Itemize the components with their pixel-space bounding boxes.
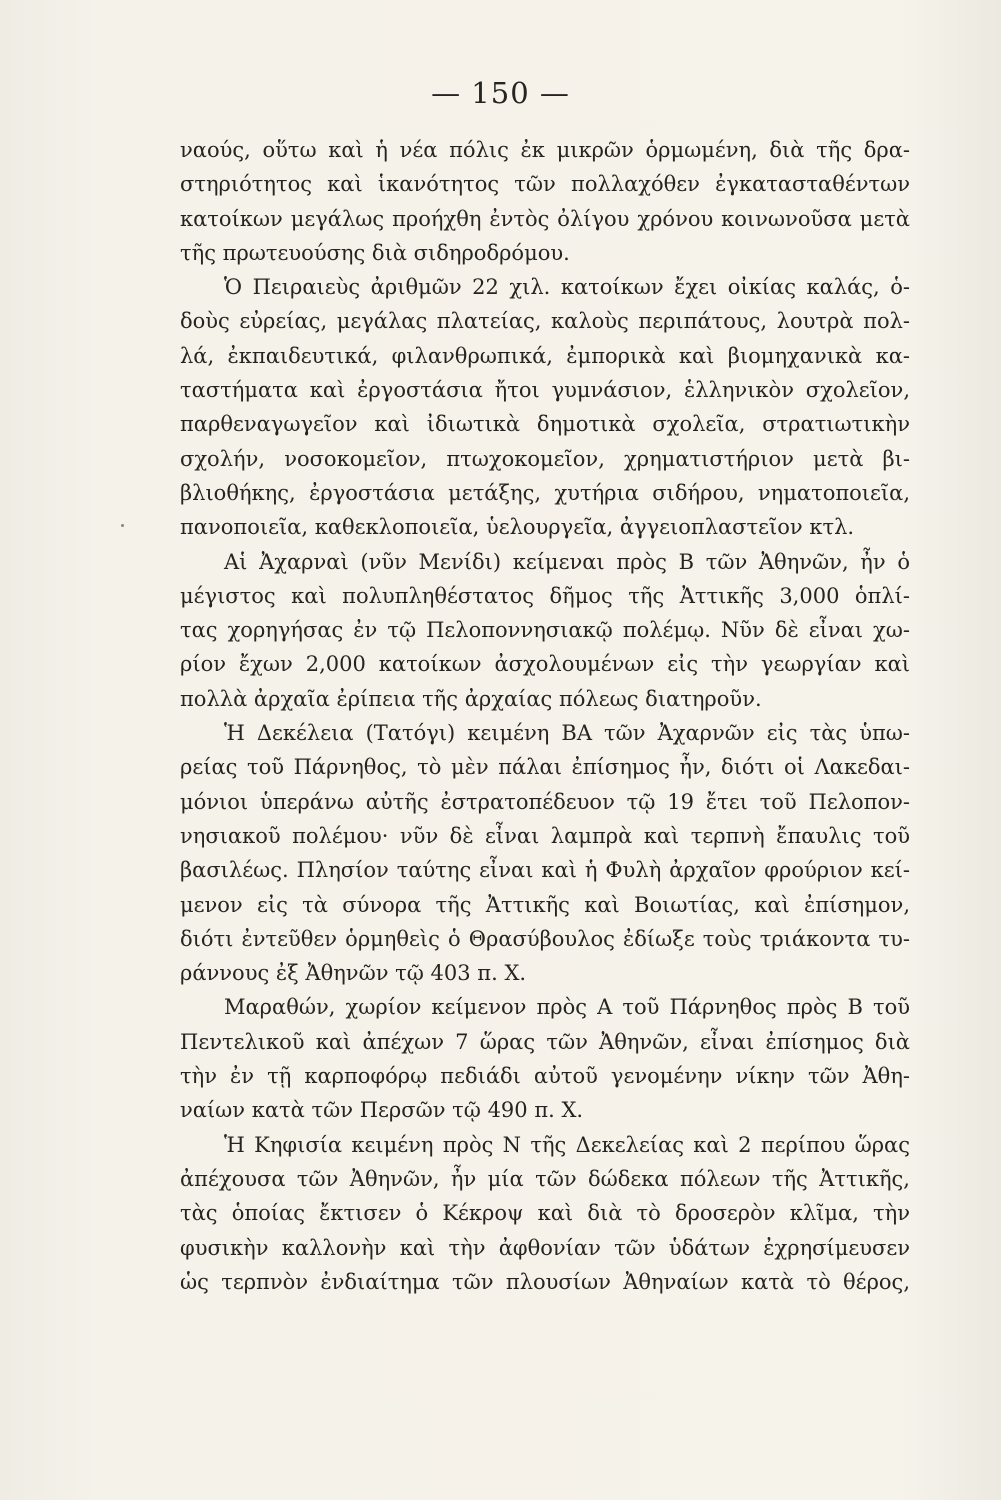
text-line: λά, ἐκπαιδευτικά, φιλανθρωπικά, ἐμπορικὰ καὶ βιομηχανικὰ κα- bbox=[180, 343, 910, 368]
text-line: πανοποιεῖα, καθεκλοποιεῖα, ὑελουργεῖα, ἀγγειοπλαστεῖον κτλ. bbox=[180, 515, 855, 540]
text-line: νησιακοῦ πολέμου· νῦν δὲ εἶναι λαμπρὰ καὶ τερπνὴ ἔπαυλις τοῦ bbox=[180, 823, 910, 848]
paper-speck bbox=[121, 524, 124, 527]
text-line: μενον εἰς τὰ σύνορα τῆς Ἀττικῆς καὶ Βοιωτίας, καὶ ἐπίσημον, bbox=[180, 892, 910, 917]
text-line: φυσικὴν καλλονὴν καὶ τὴν ἀφθονίαν τῶν ὑδάτων ἐχρησίμευσεν bbox=[180, 1235, 910, 1260]
text-line: παρθεναγωγεῖον καὶ ἰδιωτικὰ δημοτικὰ σχολεῖα, στρατιωτικὴν bbox=[180, 412, 910, 437]
text-line: ναούς, οὕτω καὶ ἡ νέα πόλις ἐκ μικρῶν ὁρμωμένη, διὰ τῆς δρα- bbox=[180, 138, 910, 162]
text-line: σχολήν, νοσοκομεῖον, πτωχοκομεῖον, χρηματιστήριον μετὰ βι- bbox=[180, 446, 910, 471]
text-line: ράννους ἐξ Ἀθηνῶν τῷ 403 π. Χ. bbox=[180, 961, 527, 986]
text-line: Μαραθών, χωρίον κείμενον πρὸς Α τοῦ Πάρνηθος πρὸς Β τοῦ bbox=[224, 995, 910, 1020]
text-line: ρείας τοῦ Πάρνηθος, τὸ μὲν πάλαι ἐπίσημος ἦν, διότι οἱ Λακεδαι- bbox=[180, 755, 910, 780]
text-line: τας χορηγήσας ἐν τῷ Πελοποννησιακῷ πολέμῳ. Νῦν δὲ εἶναι χω- bbox=[180, 618, 910, 643]
text-line: ὡς τερπνὸν ἐνδιαίτημα τῶν πλουσίων Ἀθηναίων κατὰ τὸ θέρος, bbox=[180, 1269, 910, 1294]
text-line: βασιλέως. Πλησίον ταύτης εἶναι καὶ ἡ Φυλὴ ἀρχαῖον φρούριον κεί- bbox=[180, 858, 910, 883]
text-line: μόνιοι ὑπεράνω αὐτῆς ἐστρατοπέδευον τῷ 19 ἔτει τοῦ Πελοπον- bbox=[180, 789, 910, 814]
text-line: πολλὰ ἀρχαῖα ἐρίπεια τῆς ἀρχαίας πόλεως διατηροῦν. bbox=[180, 686, 762, 711]
text-line: ἀπέχουσα τῶν Ἀθηνῶν, ἦν μία τῶν δώδεκα πόλεων τῆς Ἀττικῆς, bbox=[180, 1166, 910, 1191]
text-line: Ὁ Πειραιεὺς ἀριθμῶν 22 χιλ. κατοίκων ἔχει οἰκίας καλάς, ὁ- bbox=[224, 275, 910, 300]
text-line: Πεντελικοῦ καὶ ἀπέχων 7 ὥρας τῶν Ἀθηνῶν, εἶναι ἐπίσημος διὰ bbox=[180, 1029, 910, 1054]
text-line: στηριότητος καὶ ἱκανότητος τῶν πολλαχόθεν ἐγκατασταθέντων bbox=[180, 172, 910, 197]
body-text bbox=[180, 133, 910, 1299]
text-line: Ἡ Δεκέλεια (Τατόγι) κειμένη ΒΑ τῶν Ἀχαρνῶν εἰς τὰς ὑπω- bbox=[224, 721, 910, 746]
text-line: ταστήματα καὶ ἐργοστάσια ἤτοι γυμνάσιον, ἑλληνικὸν σχολεῖον, bbox=[180, 378, 910, 403]
text-line: Ἡ Κηφισία κειμένη πρὸς Ν τῆς Δεκελείας καὶ 2 περίπου ὥρας bbox=[224, 1132, 910, 1157]
text-line: τῆς πρωτευούσης διὰ σιδηροδρόμου. bbox=[180, 240, 570, 265]
text-line: βλιοθήκης, ἐργοστάσια μετάξης, χυτήρια σιδήρου, νηματοποιεῖα, bbox=[180, 480, 910, 505]
text-line: τὴν ἐν τῇ καρποφόρῳ πεδιάδι αὐτοῦ γενομένην νίκην τῶν Ἀθη- bbox=[180, 1064, 910, 1089]
text-line: δοὺς εὐρείας, μεγάλας πλατείας, καλοὺς περιπάτους, λουτρὰ πολ- bbox=[180, 309, 910, 334]
text-line: διότι ἐντεῦθεν ὁρμηθεὶς ὁ Θρασύβουλος ἐδίωξε τοὺς τριάκοντα τυ- bbox=[180, 926, 910, 951]
text-line: Αἱ Ἀχαρναὶ (νῦν Μενίδι) κείμεναι πρὸς Β τῶν Ἀθηνῶν, ἦν ὁ bbox=[224, 549, 910, 574]
text-line: κατοίκων μεγάλως προήχθη ἐντὸς ὀλίγου χρόνου κοινωνοῦσα μετὰ bbox=[180, 206, 910, 231]
text-line: ναίων κατὰ τῶν Περσῶν τῷ 490 π. Χ. bbox=[180, 1098, 584, 1123]
page-number: — 150 — bbox=[431, 76, 570, 110]
text-line: ρίον ἔχων 2,000 κατοίκων ἀσχολουμένων εἰς τὴν γεωργίαν καὶ bbox=[180, 652, 910, 677]
text-line: τὰς ὁποίας ἔκτισεν ὁ Κέκροψ καὶ διὰ τὸ δροσερὸν κλῖμα, τὴν bbox=[180, 1201, 910, 1226]
text-line: μέγιστος καὶ πολυπληθέστατος δῆμος τῆς Ἀττικῆς 3,000 ὁπλί- bbox=[180, 583, 910, 608]
